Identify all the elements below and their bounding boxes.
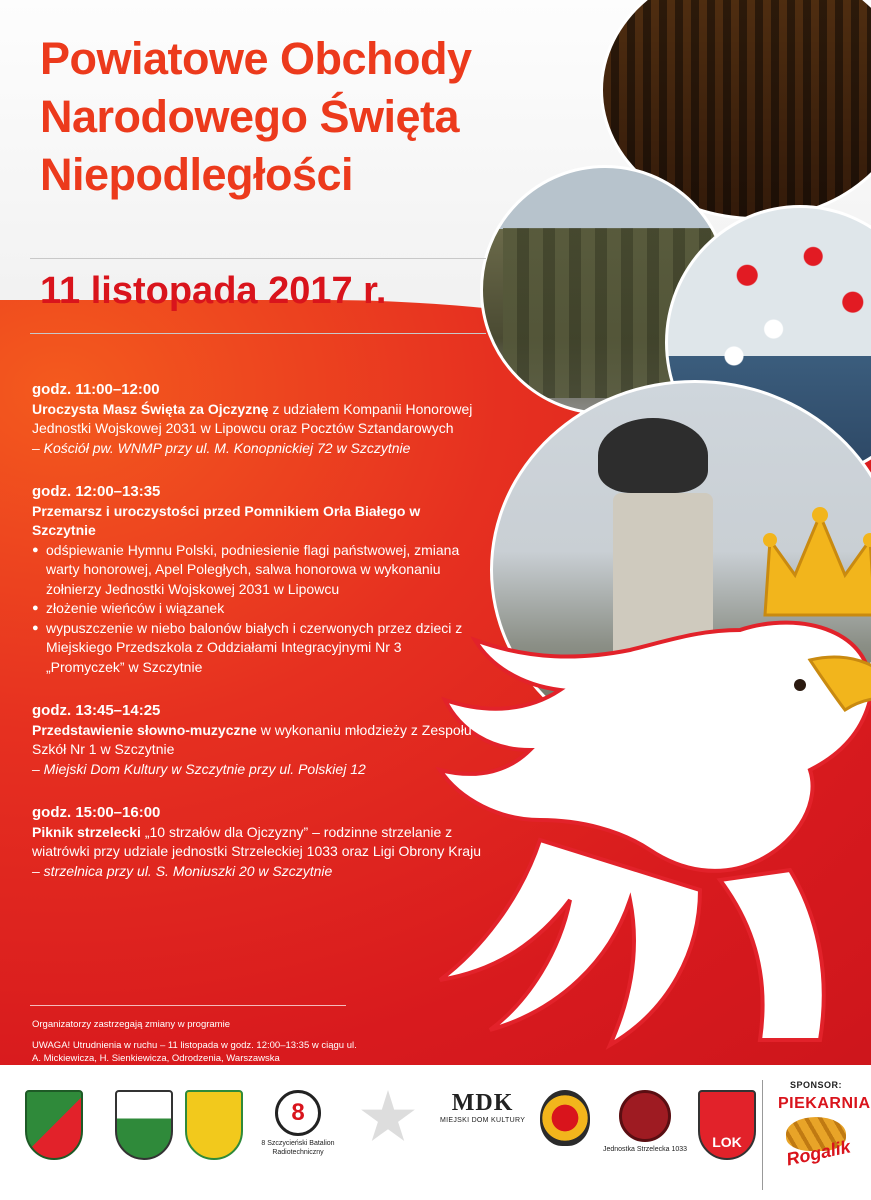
sponsor-label: SPONSOR: xyxy=(790,1080,843,1090)
event-bullets xyxy=(32,541,482,678)
event-text: „10 strzałów dla Ojczyzny” – rodzinne strzelanie z wiatrówki przy udziale jednostki Strzeleckiej 1033 oraz Ligi Obrony Kraju xyxy=(32,823,481,859)
event-time: godz. 11:00–12:00 xyxy=(32,381,160,398)
footnotes xyxy=(32,1018,362,1065)
title-line: Niepodległości xyxy=(40,149,354,200)
title-line: Powiatowe Obchody xyxy=(40,33,472,84)
event-time: godz. 15:00–16:00 xyxy=(32,804,161,821)
mdk-logo xyxy=(440,1090,525,1124)
eagle-statue xyxy=(598,418,708,493)
event-location: – strzelnica przy ul. S. Moniuszki 20 w Szczytnie xyxy=(32,862,333,879)
event-program xyxy=(32,380,482,905)
bullet-item: ● wypuszczenie w niebo balonów białych i czerwonych przez dzieci z Miejskiego Przedszkola z Oddziałami Integracyjnymi Nr 3 „Promyczek” w Szczytnie xyxy=(32,619,482,678)
shield-icon xyxy=(25,1090,83,1160)
event-description xyxy=(32,721,482,760)
mdk-short: MDK xyxy=(451,1090,514,1116)
city-crest-logo xyxy=(115,1090,173,1160)
event-title: Przemarsz i uroczystości przed Pomnikiem Orła Białego w Szczytnie xyxy=(32,502,421,538)
disclaimer-note: Organizatorzy zastrzegają zmiany w programie xyxy=(32,1019,230,1030)
unit-caption: Jednostka Strzelecka 1033 xyxy=(602,1146,688,1153)
helmet-icon xyxy=(540,1090,590,1146)
commune-crest-logo xyxy=(185,1090,243,1160)
event-date: 11 listopada 2017 r. xyxy=(40,270,387,312)
traffic-warning: UWAGA! Utrudnienia w ruchu – 11 listopada w godz. 12:00–13:35 w ciągu ul. A. Mickiewicza, H. Sienkiewicza, Odrodzenia, Warszawska xyxy=(32,1040,357,1064)
event-location: – Miejski Dom Kultury w Szczytnie przy ul. Polskiej 12 xyxy=(32,760,366,777)
title-block xyxy=(40,30,490,204)
sponsor-brand: Rogalik xyxy=(784,1136,853,1170)
event-item xyxy=(32,701,482,779)
volunteer-fire-logo xyxy=(540,1090,590,1146)
shield-icon xyxy=(185,1090,243,1160)
emblem-icon xyxy=(619,1090,671,1142)
event-time: godz. 13:45–14:25 xyxy=(32,702,161,719)
event-location: – Kościół pw. WNMP przy ul. M. Konopnickiej 72 w Szczytnie xyxy=(32,439,411,456)
battalion-caption: 8 Szczycieński Batalion Radiotechniczny xyxy=(261,1140,335,1156)
poster-title xyxy=(40,30,490,204)
unit-1033-logo xyxy=(600,1090,690,1154)
county-crest-logo xyxy=(25,1090,83,1160)
title-line: Narodowego Święta xyxy=(40,91,460,142)
sponsor-name: PIEKARNIA xyxy=(778,1095,871,1112)
event-title: Piknik strzelecki xyxy=(32,823,141,840)
lok-shield: LOK xyxy=(698,1090,756,1160)
event-item xyxy=(32,803,482,881)
eagle-crown xyxy=(763,507,871,615)
divider xyxy=(762,1080,763,1190)
fire-service-logo xyxy=(360,1090,416,1146)
event-item xyxy=(32,482,482,677)
event-description xyxy=(32,400,482,439)
radar-icon: 8 xyxy=(275,1090,321,1136)
shield-icon xyxy=(115,1090,173,1160)
event-item xyxy=(32,380,482,458)
divider xyxy=(30,1005,346,1006)
lok-logo xyxy=(698,1090,756,1160)
event-text: w wykonaniu młodzieży z Zespołu Szkół Nr 1 w Szczytnie xyxy=(32,721,472,757)
event-text: z udziałem Kompanii Honorowej Jednostki Wojskowej 2031 w Lipowcu oraz Pocztów Sztandarowych xyxy=(32,400,473,436)
bullet-item: ● odśpiewanie Hymnu Polski, podniesienie flagi państwowej, zmiana warty honorowej, Apel Poległych, salwa honorowa w wykonaniu żołnierzy Jednostki Wojskowej 2031 w Lipowcu xyxy=(32,541,482,600)
white-eagle-emblem xyxy=(420,500,871,1060)
event-description xyxy=(32,823,482,862)
divider xyxy=(30,333,486,334)
star-icon xyxy=(360,1090,416,1146)
event-time: godz. 12:00–13:35 xyxy=(32,483,161,500)
bullet-item: ● złożenie wieńców i wiązanek xyxy=(32,599,482,619)
battalion-logo xyxy=(253,1090,343,1157)
divider xyxy=(30,258,486,259)
logo-bar xyxy=(0,1065,871,1200)
mdk-full: MIEJSKI DOM KULTURY xyxy=(440,1117,526,1124)
event-title: Uroczysta Masz Święta za Ojczyznę xyxy=(32,400,269,417)
event-title: Przedstawienie słowno-muzyczne xyxy=(32,721,257,738)
